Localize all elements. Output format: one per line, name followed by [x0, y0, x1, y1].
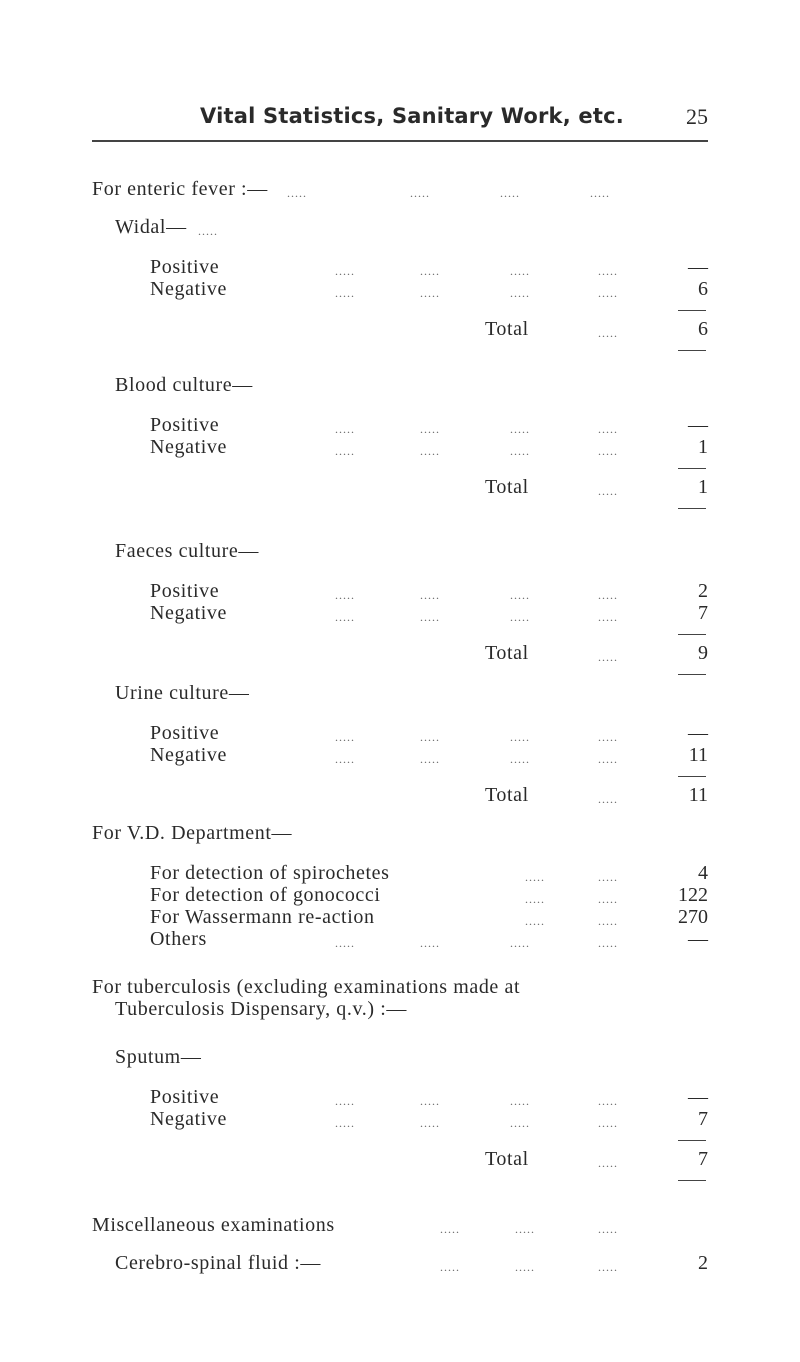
- vd-item-value: 122: [678, 884, 708, 906]
- leader-dots: .....: [598, 610, 618, 624]
- tb-heading-line1: For tuberculosis (excluding examinations made at: [92, 976, 521, 998]
- leader-dots: .....: [598, 730, 618, 744]
- leader-dots: .....: [510, 1116, 530, 1130]
- faeces-negative-label: Negative: [150, 602, 227, 624]
- sum-rule: [678, 350, 706, 351]
- csf-value: 2: [698, 1252, 708, 1274]
- leader-dots: .....: [598, 1222, 618, 1236]
- header-rule: [92, 140, 708, 142]
- widal-negative-value: 6: [698, 278, 708, 300]
- leader-dots: .....: [510, 588, 530, 602]
- sum-rule: [678, 1180, 706, 1181]
- sputum-total-label: Total: [485, 1148, 529, 1170]
- leader-dots: .....: [598, 444, 618, 458]
- leader-dots: .....: [598, 1116, 618, 1130]
- leader-dots: .....: [335, 286, 355, 300]
- sputum-label: Sputum—: [115, 1046, 202, 1068]
- leader-dots: .....: [598, 892, 618, 906]
- leader-dots: .....: [335, 264, 355, 278]
- leader-dots: .....: [335, 444, 355, 458]
- leader-dots: .....: [598, 1260, 618, 1274]
- leader-dots: .....: [335, 422, 355, 436]
- leader-dots: .....: [287, 186, 307, 200]
- leader-dots: .....: [420, 286, 440, 300]
- widal-total-label: Total: [485, 318, 529, 340]
- leader-dots: .....: [510, 752, 530, 766]
- blood-positive-label: Positive: [150, 414, 220, 436]
- sum-rule: [678, 1140, 706, 1141]
- leader-dots: .....: [198, 224, 218, 238]
- leader-dots: .....: [510, 936, 530, 950]
- faeces-positive-label: Positive: [150, 580, 220, 602]
- blood-positive-value: —: [688, 414, 708, 436]
- leader-dots: .....: [510, 1094, 530, 1108]
- leader-dots: .....: [335, 588, 355, 602]
- blood-negative-value: 1: [698, 436, 708, 458]
- leader-dots: .....: [525, 870, 545, 884]
- enteric-heading: For enteric fever :—: [92, 178, 268, 200]
- urine-culture-label: Urine culture—: [115, 682, 250, 704]
- sputum-total-value: 7: [698, 1148, 708, 1170]
- leader-dots: .....: [420, 422, 440, 436]
- sum-rule: [678, 468, 706, 469]
- vd-item-label: Others: [150, 928, 207, 950]
- leader-dots: .....: [510, 422, 530, 436]
- sputum-positive-value: —: [688, 1086, 708, 1108]
- leader-dots: .....: [510, 730, 530, 744]
- leader-dots: .....: [335, 752, 355, 766]
- leader-dots: .....: [598, 484, 618, 498]
- blood-culture-label: Blood culture—: [115, 374, 253, 396]
- leader-dots: .....: [335, 1094, 355, 1108]
- leader-dots: .....: [420, 264, 440, 278]
- leader-dots: .....: [598, 870, 618, 884]
- sum-rule: [678, 634, 706, 635]
- widal-negative-label: Negative: [150, 278, 227, 300]
- blood-negative-label: Negative: [150, 436, 227, 458]
- leader-dots: .....: [598, 264, 618, 278]
- vd-item-label: For detection of spirochetes: [150, 862, 390, 884]
- leader-dots: .....: [420, 588, 440, 602]
- leader-dots: .....: [598, 1156, 618, 1170]
- leader-dots: .....: [440, 1260, 460, 1274]
- leader-dots: .....: [335, 1116, 355, 1130]
- faeces-negative-value: 7: [698, 602, 708, 624]
- leader-dots: .....: [420, 936, 440, 950]
- leader-dots: .....: [420, 752, 440, 766]
- misc-heading: Miscellaneous examinations: [92, 1214, 335, 1236]
- leader-dots: .....: [510, 610, 530, 624]
- widal-positive-value: —: [688, 256, 708, 278]
- vd-item-value: 270: [678, 906, 708, 928]
- csf-label: Cerebro-spinal fluid :—: [115, 1252, 321, 1274]
- sum-rule: [678, 310, 706, 311]
- page-number: 25: [686, 104, 708, 129]
- leader-dots: .....: [440, 1222, 460, 1236]
- leader-dots: .....: [420, 730, 440, 744]
- leader-dots: .....: [525, 914, 545, 928]
- leader-dots: .....: [598, 588, 618, 602]
- sputum-negative-label: Negative: [150, 1108, 227, 1130]
- urine-total-value: 11: [688, 784, 708, 806]
- leader-dots: .....: [335, 936, 355, 950]
- faeces-positive-value: 2: [698, 580, 708, 602]
- sum-rule: [678, 776, 706, 777]
- sum-rule: [678, 508, 706, 509]
- leader-dots: .....: [410, 186, 430, 200]
- leader-dots: .....: [598, 1094, 618, 1108]
- urine-positive-value: —: [688, 722, 708, 744]
- leader-dots: .....: [510, 264, 530, 278]
- blood-total-value: 1: [698, 476, 708, 498]
- faeces-total-label: Total: [485, 642, 529, 664]
- vd-item-label: For detection of gonococci: [150, 884, 381, 906]
- running-header: Vital Statistics, Sanitary Work, etc.: [200, 104, 624, 128]
- urine-total-label: Total: [485, 784, 529, 806]
- leader-dots: .....: [420, 1094, 440, 1108]
- tb-heading-line2: Tuberculosis Dispensary, q.v.) :—: [115, 998, 408, 1020]
- leader-dots: .....: [525, 892, 545, 906]
- sputum-negative-value: 7: [698, 1108, 708, 1130]
- leader-dots: .....: [598, 326, 618, 340]
- urine-negative-value: 11: [688, 744, 708, 766]
- leader-dots: .....: [335, 610, 355, 624]
- faeces-total-value: 9: [698, 642, 708, 664]
- leader-dots: .....: [515, 1222, 535, 1236]
- leader-dots: .....: [598, 752, 618, 766]
- leader-dots: .....: [510, 286, 530, 300]
- blood-total-label: Total: [485, 476, 529, 498]
- urine-negative-label: Negative: [150, 744, 227, 766]
- widal-positive-label: Positive: [150, 256, 220, 278]
- leader-dots: .....: [598, 650, 618, 664]
- sum-rule: [678, 674, 706, 675]
- urine-positive-label: Positive: [150, 722, 220, 744]
- leader-dots: .....: [420, 444, 440, 458]
- leader-dots: .....: [420, 610, 440, 624]
- vd-item-value: —: [688, 928, 708, 950]
- leader-dots: .....: [500, 186, 520, 200]
- leader-dots: .....: [590, 186, 610, 200]
- leader-dots: .....: [598, 914, 618, 928]
- leader-dots: .....: [515, 1260, 535, 1274]
- leader-dots: .....: [598, 792, 618, 806]
- leader-dots: .....: [598, 936, 618, 950]
- leader-dots: .....: [598, 422, 618, 436]
- sputum-positive-label: Positive: [150, 1086, 220, 1108]
- widal-label: Widal—: [115, 216, 187, 238]
- vd-heading: For V.D. Department—: [92, 822, 293, 844]
- vd-item-label: For Wassermann re-action: [150, 906, 375, 928]
- leader-dots: .....: [335, 730, 355, 744]
- leader-dots: .....: [598, 286, 618, 300]
- widal-total-value: 6: [698, 318, 708, 340]
- leader-dots: .....: [510, 444, 530, 458]
- vd-item-value: 4: [698, 862, 708, 884]
- faeces-culture-label: Faeces culture—: [115, 540, 259, 562]
- leader-dots: .....: [420, 1116, 440, 1130]
